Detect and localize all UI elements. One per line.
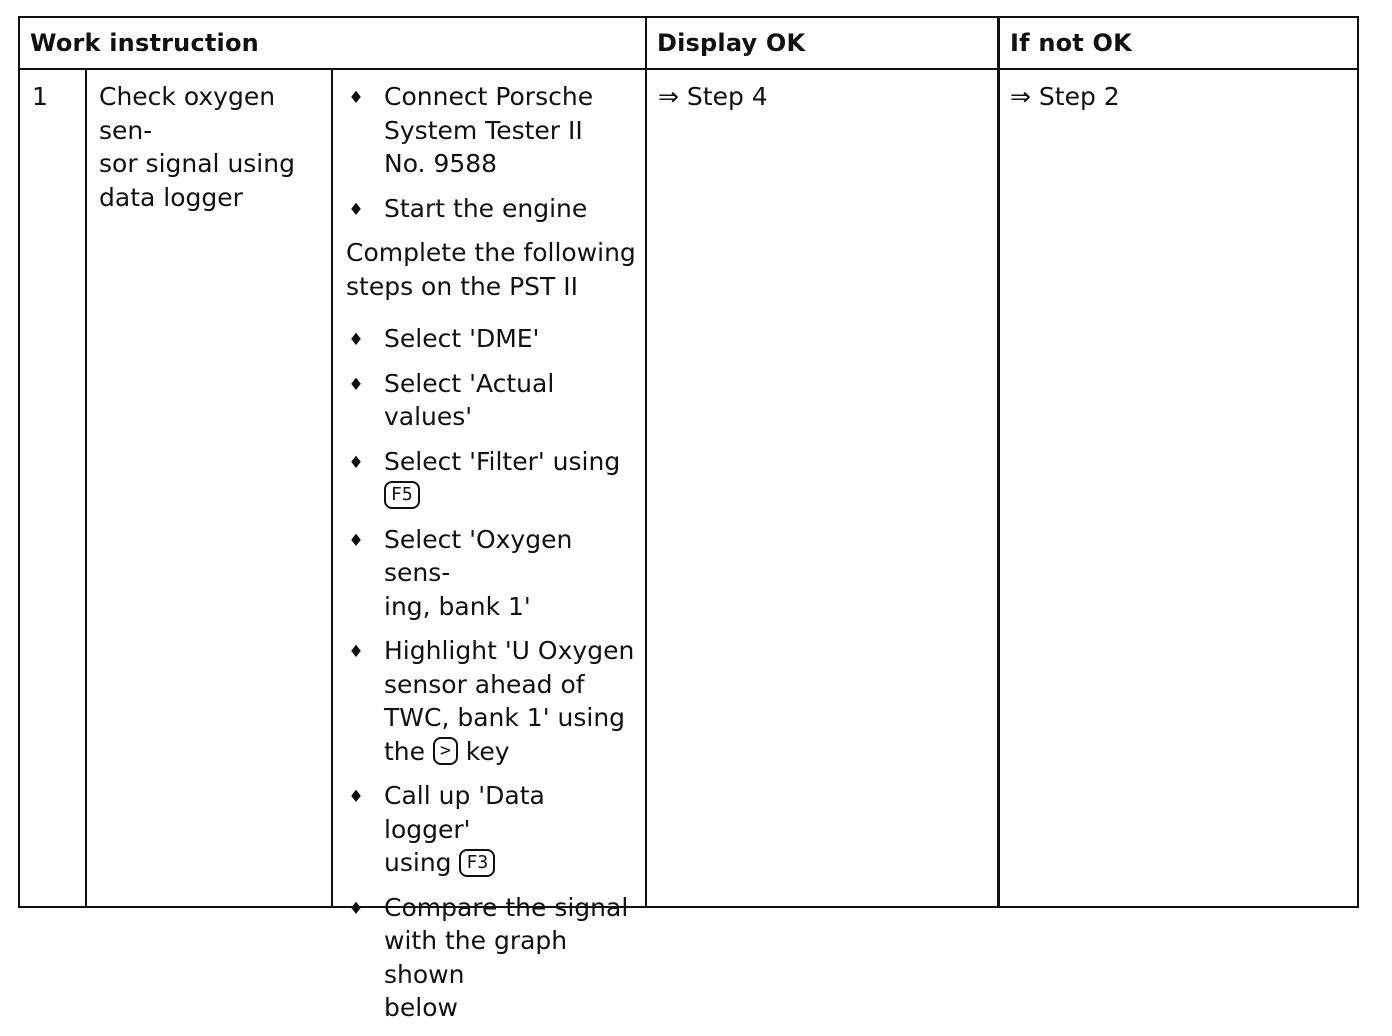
bullet-icon: ♦ bbox=[348, 88, 364, 108]
key-f5-icon: F5 bbox=[384, 481, 420, 509]
bullet-icon: ♦ bbox=[348, 787, 364, 807]
bullet-icon: ♦ bbox=[348, 330, 364, 350]
instruction-text: Select 'Actual values' bbox=[384, 368, 555, 431]
instruction-text: Select 'Oxygen sens- ing, bank 1' bbox=[384, 524, 573, 621]
bullet-icon: ♦ bbox=[348, 642, 364, 662]
instruction-text: Highlight 'U Oxygen sensor ahead of TWC, bank 1' using bbox=[384, 636, 635, 732]
header-display-ok: Display OK bbox=[657, 29, 806, 57]
instruction-item bbox=[346, 445, 636, 512]
instruction-text: using bbox=[384, 848, 452, 877]
instruction-text: key bbox=[465, 736, 510, 766]
bullet-icon: ♦ bbox=[348, 452, 364, 473]
step-description: Check oxygen sen- sor signal using data logger bbox=[99, 82, 295, 212]
bullet-icon: ♦ bbox=[348, 530, 364, 551]
instruction-list bbox=[346, 80, 636, 1036]
column-divider bbox=[645, 18, 647, 908]
column-divider bbox=[997, 18, 1000, 908]
instruction-item bbox=[346, 322, 636, 356]
instruction-text: Start the engine bbox=[384, 193, 588, 223]
instruction-item bbox=[346, 891, 636, 1025]
step-number: 1 bbox=[32, 82, 48, 111]
display-ok-link: ⇒ Step 4 bbox=[658, 82, 768, 111]
instruction-item bbox=[346, 634, 636, 768]
instruction-item bbox=[346, 367, 636, 434]
instruction-paragraph: Complete the following steps on the PST II bbox=[346, 238, 636, 301]
if-not-ok-link: ⇒ Step 2 bbox=[1010, 82, 1120, 111]
instruction-item bbox=[346, 779, 636, 880]
instruction-item bbox=[346, 523, 636, 624]
column-divider bbox=[85, 68, 87, 908]
bullet-icon: ♦ bbox=[348, 199, 364, 220]
instruction-text: Select 'Filter' using bbox=[384, 446, 621, 476]
instruction-text: Call up 'Data logger' bbox=[384, 781, 545, 844]
header-work-instruction: Work instruction bbox=[30, 29, 259, 57]
instruction-item bbox=[346, 80, 636, 181]
bullet-icon: ♦ bbox=[348, 374, 364, 395]
work-instruction-table bbox=[18, 16, 1359, 1022]
header-if-not-ok: If not OK bbox=[1010, 29, 1132, 57]
key-greater-than-icon: > bbox=[433, 737, 458, 765]
instruction-item bbox=[346, 192, 636, 226]
instruction-text: Connect Porsche System Tester II No. 9588 bbox=[384, 82, 594, 178]
instruction-text: Compare the signal with the graph shown below bbox=[384, 892, 629, 1022]
instruction-text: the bbox=[384, 736, 426, 766]
instruction-text: Select 'DME' bbox=[384, 324, 540, 353]
key-f3-icon: F3 bbox=[459, 849, 495, 877]
column-divider bbox=[331, 68, 333, 908]
bullet-icon: ♦ bbox=[348, 898, 364, 919]
